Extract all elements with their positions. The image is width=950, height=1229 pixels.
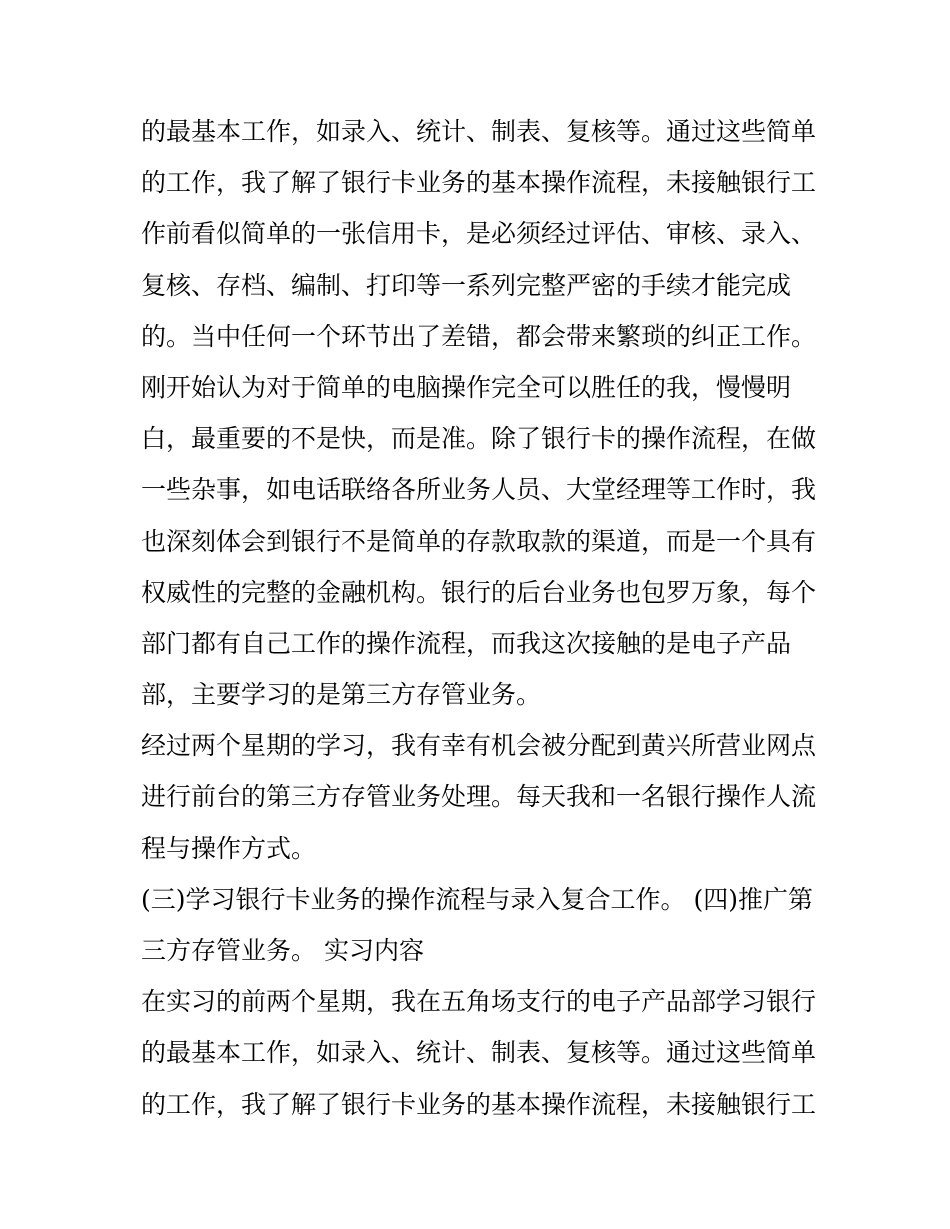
text-line: 的工作，我了解了银行卡业务的基本操作流程，未接触银行工: [141, 168, 817, 198]
text-line: 也深刻体会到银行不是简单的存款取款的渠道，而是一个具有: [141, 526, 817, 556]
text-line: 部门都有自己工作的操作流程，而我这次接触的是电子产品: [141, 628, 792, 658]
text-line: 作前看似简单的一张信用卡，是必须经过评估、审核、录入、: [141, 219, 817, 249]
text-line: 刚开始认为对于简单的电脑操作完全可以胜任的我，慢慢明: [141, 372, 792, 402]
text-line: 程与操作方式。: [141, 833, 317, 863]
text-line: 部，主要学习的是第三方存管业务。: [141, 680, 542, 710]
text-line: 权威性的完整的金融机构。银行的后台业务也包罗万象，每个: [141, 577, 817, 607]
text-line: 的。当中任何一个环节出了差错，都会带来繁琐的纠正工作。: [141, 321, 817, 351]
text-line: 一些杂事，如电话联络各所业务人员、大堂经理等工作时，我: [141, 475, 817, 505]
text-line: 进行前台的第三方存管业务处理。每天我和一名银行操作人流: [141, 782, 817, 812]
text-line: 的工作，我了解了银行卡业务的基本操作流程，未接触银行工: [141, 1089, 817, 1119]
text-line: 三方存管业务。 实习内容: [141, 936, 424, 965]
text-line: 在实习的前两个星期，我在五角场支行的电子产品部学习银行: [141, 987, 817, 1017]
body-text: [141, 106, 821, 1130]
text-line: 经过两个星期的学习，我有幸有机会被分配到黄兴所营业网点: [141, 731, 817, 761]
text-line: 白，最重要的不是快，而是准。除了银行卡的操作流程，在做: [141, 424, 817, 454]
text-line: 的最基本工作，如录入、统计、制表、复核等。通过这些简单: [141, 117, 817, 146]
text-line: (三)学习银行卡业务的操作流程与录入复合工作。 (四)推广第: [141, 884, 813, 914]
text-line: 的最基本工作，如录入、统计、制表、复核等。通过这些简单: [141, 1038, 817, 1068]
text-line: 复核、存档、编制、打印等一系列完整严密的手续才能完成: [141, 270, 792, 300]
